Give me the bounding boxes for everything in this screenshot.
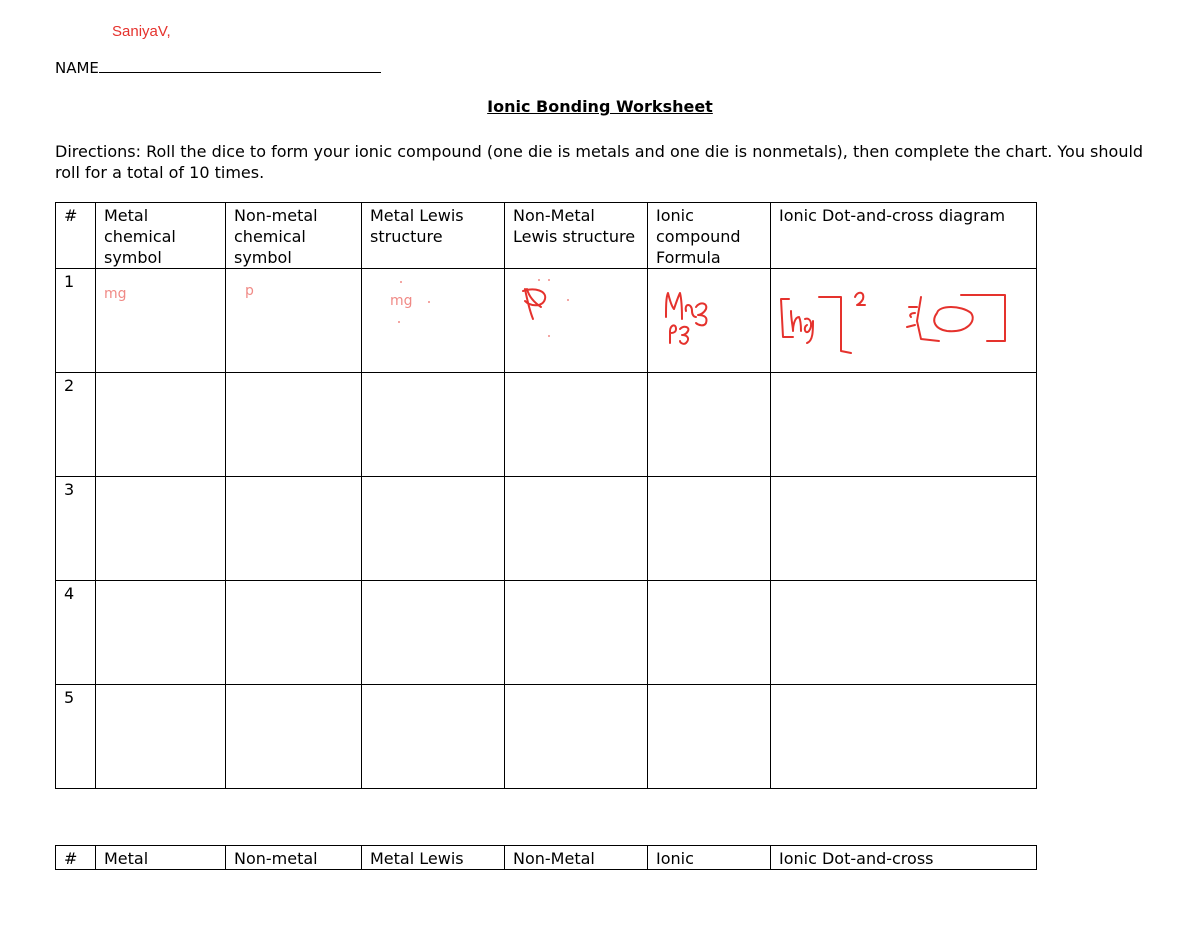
- table-header-row: [56, 203, 1037, 269]
- row-number: 4: [56, 581, 96, 685]
- handwritten-formula-mark: [662, 289, 762, 349]
- name-label: NAME: [55, 59, 99, 77]
- lewis-dot: [428, 301, 430, 303]
- dot-cross-cell[interactable]: [771, 581, 1037, 685]
- name-field: [55, 58, 381, 77]
- handwritten-p-lewis-mark: [519, 285, 559, 325]
- nonmetal-symbol-cell[interactable]: [226, 581, 362, 685]
- worksheet-table-continued: [55, 845, 1037, 870]
- col-header-formula: Ionic compound Formula: [648, 203, 771, 269]
- metal-lewis-answer: mg: [390, 293, 413, 309]
- student-annotation-name: SaniyaV,: [112, 23, 171, 40]
- metal-symbol-cell[interactable]: [96, 477, 226, 581]
- metal-symbol-cell[interactable]: [96, 685, 226, 789]
- col-header-nonmetal-lewis: Non-Metal Lewis structure: [505, 203, 648, 269]
- col-header-metal: Metal: [96, 846, 226, 870]
- worksheet-title: Ionic Bonding Worksheet: [487, 97, 713, 116]
- dot-cross-cell[interactable]: [771, 373, 1037, 477]
- name-blank-line: [99, 58, 381, 73]
- metal-lewis-cell[interactable]: [362, 373, 505, 477]
- table-row: [56, 477, 1037, 581]
- formula-cell[interactable]: [648, 581, 771, 685]
- table-row: [56, 581, 1037, 685]
- metal-lewis-cell[interactable]: [362, 685, 505, 789]
- worksheet-table: [55, 202, 1037, 789]
- formula-cell[interactable]: [648, 269, 771, 373]
- col-header-metal-symbol: Metal chemical symbol: [96, 203, 226, 269]
- lewis-dot: [548, 279, 550, 281]
- nonmetal-symbol-cell[interactable]: [226, 685, 362, 789]
- nonmetal-lewis-cell[interactable]: [505, 685, 648, 789]
- metal-lewis-cell[interactable]: [362, 477, 505, 581]
- lewis-dot: [398, 321, 400, 323]
- formula-cell[interactable]: [648, 685, 771, 789]
- row-number: 1: [56, 269, 96, 373]
- formula-cell[interactable]: [648, 477, 771, 581]
- nonmetal-symbol-cell[interactable]: [226, 477, 362, 581]
- col-header-nonmetal-symbol: Non-metal chemical symbol: [226, 203, 362, 269]
- lewis-dot: [548, 335, 550, 337]
- table-row: [56, 373, 1037, 477]
- row-number: 3: [56, 477, 96, 581]
- nonmetal-lewis-cell[interactable]: [505, 373, 648, 477]
- lewis-dot: [567, 299, 569, 301]
- row-number: 2: [56, 373, 96, 477]
- col-header-number: #: [56, 846, 96, 870]
- metal-symbol-answer: mg: [104, 286, 127, 302]
- col-header-dot-cross: Ionic Dot-and-cross diagram: [771, 203, 1037, 269]
- metal-symbol-cell[interactable]: [96, 269, 226, 373]
- nonmetal-lewis-cell[interactable]: [505, 581, 648, 685]
- dot-cross-cell[interactable]: [771, 269, 1037, 373]
- metal-symbol-cell[interactable]: [96, 581, 226, 685]
- col-header-dot-cross: Ionic Dot-and-cross: [771, 846, 1037, 870]
- nonmetal-symbol-answer: p: [245, 283, 254, 299]
- col-header-nonmetal: Non-metal: [226, 846, 362, 870]
- nonmetal-symbol-cell[interactable]: [226, 269, 362, 373]
- table-row: [56, 269, 1037, 373]
- metal-lewis-cell[interactable]: [362, 269, 505, 373]
- nonmetal-lewis-cell[interactable]: [505, 269, 648, 373]
- dot-cross-cell[interactable]: [771, 477, 1037, 581]
- nonmetal-symbol-cell[interactable]: [226, 373, 362, 477]
- col-header-metal-lewis: Metal Lewis: [362, 846, 505, 870]
- col-header-ionic: Ionic: [648, 846, 771, 870]
- row-number: 5: [56, 685, 96, 789]
- table-row: [56, 685, 1037, 789]
- table-header-row: [56, 846, 1037, 870]
- col-header-nonmetal-lewis: Non-Metal: [505, 846, 648, 870]
- dot-cross-cell[interactable]: [771, 685, 1037, 789]
- lewis-dot: [400, 281, 402, 283]
- nonmetal-lewis-cell[interactable]: [505, 477, 648, 581]
- col-header-metal-lewis: Metal Lewis structure: [362, 203, 505, 269]
- formula-cell[interactable]: [648, 373, 771, 477]
- lewis-dot: [538, 279, 540, 281]
- handwritten-dot-cross-diagram: [771, 277, 1037, 367]
- directions-text: Directions: Roll the dice to form your ionic compound (one die is metals and one die is nonmetals), then complete the chart. You should roll for a total of 10 times.: [55, 142, 1144, 182]
- col-header-number: #: [56, 203, 96, 269]
- metal-symbol-cell[interactable]: [96, 373, 226, 477]
- metal-lewis-cell[interactable]: [362, 581, 505, 685]
